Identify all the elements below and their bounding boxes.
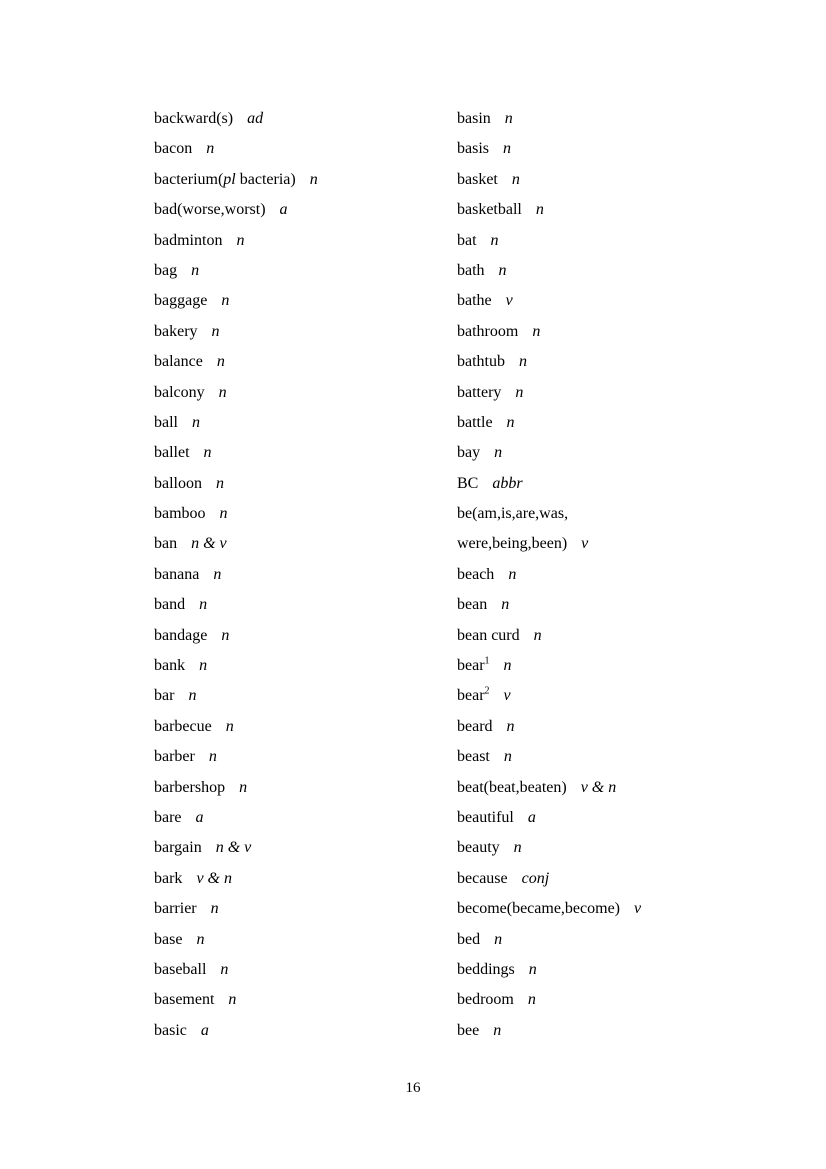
part-of-speech-label: n [490, 231, 499, 249]
word-text: were,being,been) [457, 535, 568, 553]
word-entry [457, 529, 641, 559]
word-entry [154, 256, 318, 286]
part-of-speech-label: n [493, 1021, 502, 1039]
word-entry [154, 286, 318, 316]
word-text: bacterium(pl bacteria) [154, 170, 296, 188]
word-entry [154, 317, 318, 347]
word-entry [154, 165, 318, 195]
part-of-speech-label: n [236, 231, 245, 249]
part-of-speech-label: n [203, 444, 212, 462]
part-of-speech-label: n [535, 201, 544, 219]
word-column-right [457, 104, 641, 1046]
word-text: barrier [154, 900, 197, 918]
part-of-speech-label: n [196, 930, 205, 948]
word-text: bean curd [457, 626, 520, 644]
part-of-speech-label: n [532, 322, 541, 340]
part-of-speech-label: v [634, 900, 642, 918]
word-entry [457, 681, 641, 711]
part-of-speech-label: a [200, 1021, 209, 1039]
part-of-speech-label: n [218, 383, 227, 401]
part-of-speech-label: n [504, 110, 513, 127]
word-text: balcony [154, 383, 205, 401]
word-entry [154, 803, 318, 833]
part-of-speech-label: a [527, 808, 536, 826]
homograph-superscript: 1 [484, 655, 490, 667]
word-text: because [457, 869, 508, 887]
word-entry [154, 833, 318, 863]
part-of-speech-label: n [219, 505, 228, 523]
part-of-speech-label: n [494, 930, 503, 948]
word-text: baseball [154, 960, 207, 978]
word-entry [457, 560, 641, 590]
part-of-speech-label: n [221, 626, 230, 644]
part-of-speech-label: a [195, 808, 204, 826]
word-text: beard [457, 717, 493, 735]
word-text: basement [154, 991, 215, 1009]
word-entry [457, 286, 641, 316]
homograph-superscript: 2 [484, 686, 490, 698]
word-entry [457, 955, 641, 985]
word-entry [154, 408, 318, 438]
word-text: balloon [154, 474, 202, 492]
word-text: ballet [154, 444, 190, 462]
word-text: bark [154, 869, 183, 887]
word-text: beat(beat,beaten) [457, 778, 567, 796]
word-entry [457, 195, 641, 225]
part-of-speech-label: v [503, 687, 511, 705]
part-of-speech-label: conj [521, 869, 550, 887]
word-entry [457, 104, 641, 134]
word-text: bar [154, 687, 175, 705]
part-of-speech-label: n [519, 353, 527, 371]
word-text: balance [154, 353, 203, 371]
word-entry [154, 621, 318, 651]
part-of-speech-label: n [228, 991, 237, 1009]
part-of-speech-label: n [213, 565, 222, 583]
word-entry [154, 560, 318, 590]
word-text: bargain [154, 839, 202, 857]
word-text: bag [154, 261, 178, 279]
word-entry [154, 773, 318, 803]
word-entry [154, 681, 318, 711]
part-of-speech-label: n [494, 444, 503, 462]
part-of-speech-label: a [279, 201, 288, 219]
page-number: 16 [405, 1080, 421, 1096]
part-of-speech-label: n & v [191, 535, 227, 553]
word-entry [457, 347, 641, 377]
part-of-speech-label: n [533, 626, 542, 644]
word-entry [457, 590, 641, 620]
word-text: backward(s) [154, 110, 234, 127]
part-of-speech-label: n [210, 900, 219, 918]
word-text: basket [457, 170, 498, 188]
word-entry [457, 134, 641, 164]
word-text: beauty [457, 839, 500, 857]
part-of-speech-label: n [188, 687, 197, 705]
word-text: beast [457, 748, 490, 766]
part-of-speech-label: v [581, 535, 589, 553]
word-text: be(am,is,are,was, [457, 505, 569, 523]
part-of-speech-label: v & n [580, 778, 617, 796]
word-entry [154, 378, 318, 408]
word-text: bee [457, 1021, 480, 1039]
word-entry [154, 925, 318, 955]
word-text: banana [154, 565, 200, 583]
word-entry [154, 955, 318, 985]
part-of-speech-label: n & v [215, 839, 252, 857]
word-entry [457, 925, 641, 955]
word-text: basic [154, 1021, 187, 1039]
word-text: bear$^2$ [457, 686, 490, 705]
part-of-speech-label: n [199, 657, 208, 675]
word-text: ball [154, 413, 178, 431]
word-text: bear$^1$ [457, 655, 490, 675]
word-entry [457, 773, 641, 803]
part-of-speech-label: n [216, 474, 224, 492]
word-entry [154, 195, 318, 225]
word-entry [457, 256, 641, 286]
word-entry [457, 165, 641, 195]
word-entry [457, 378, 641, 408]
word-text: bathroom [457, 322, 519, 340]
word-entry [154, 104, 318, 134]
word-column-left [154, 104, 318, 1046]
word-entry [457, 651, 641, 681]
word-entry [154, 347, 318, 377]
part-of-speech-label: n [208, 748, 217, 766]
part-of-speech-label: n [515, 383, 524, 401]
part-of-speech-label: n [506, 717, 515, 735]
word-text: basin [457, 110, 491, 127]
word-text: beautiful [457, 808, 514, 826]
word-text: bathtub [457, 353, 505, 371]
word-entry [457, 226, 641, 256]
part-of-speech-label: n [309, 170, 318, 188]
word-text: beach [457, 565, 495, 583]
word-entry [457, 894, 641, 924]
word-text: bean [457, 596, 488, 614]
word-text: barber [154, 748, 195, 766]
word-text: baggage [154, 292, 208, 310]
word-entry [457, 803, 641, 833]
word-text: bamboo [154, 505, 206, 523]
word-text: ban [154, 535, 178, 553]
word-text: become(became,become) [457, 900, 621, 918]
word-text: bathe [457, 292, 492, 310]
part-of-speech-label: v [505, 292, 513, 310]
word-entry [154, 226, 318, 256]
word-entry [457, 742, 641, 772]
word-text: bacon [154, 140, 193, 158]
word-entry [154, 742, 318, 772]
word-text: basis [457, 140, 489, 158]
word-entry [457, 864, 641, 894]
word-entry [154, 985, 318, 1015]
word-entry [457, 833, 641, 863]
part-of-speech-label: n [206, 140, 215, 158]
word-text: battle [457, 413, 493, 431]
part-of-speech-label: n [216, 353, 225, 371]
word-text: basketball [457, 201, 522, 219]
word-text: barbecue [154, 717, 212, 735]
word-text: bakery [154, 322, 198, 340]
word-text: bath [457, 261, 485, 279]
part-of-speech-label: n [220, 960, 229, 978]
part-of-speech-label: n [498, 261, 507, 279]
part-of-speech-label: n [503, 657, 512, 675]
word-entry [154, 651, 318, 681]
word-text: BC [457, 474, 479, 492]
word-entry [457, 1016, 641, 1046]
word-text: bedroom [457, 991, 514, 1009]
word-entry [457, 499, 641, 529]
part-of-speech-label: n [508, 565, 517, 583]
word-text: bat [457, 231, 477, 249]
word-entry [154, 894, 318, 924]
word-entry [457, 621, 641, 651]
part-of-speech-label: n [527, 991, 536, 1009]
word-text: badminton [154, 231, 223, 249]
part-of-speech-label: n [199, 596, 208, 614]
word-entry [154, 438, 318, 468]
part-of-speech-label: n [211, 322, 220, 340]
part-of-speech-label: n [192, 413, 200, 431]
word-entry [154, 1016, 318, 1046]
word-entry [457, 469, 641, 499]
word-entry [154, 529, 318, 559]
part-of-speech-label: v & n [196, 869, 232, 887]
word-entry [154, 590, 318, 620]
word-entry [154, 469, 318, 499]
part-of-speech-label: n [513, 839, 522, 857]
word-entry [457, 985, 641, 1015]
word-entry [154, 134, 318, 164]
part-of-speech-label: ad [247, 110, 264, 127]
word-entry [154, 864, 318, 894]
word-text: battery [457, 383, 502, 401]
word-text: bad(worse,worst) [154, 201, 266, 219]
word-entry [457, 438, 641, 468]
word-entry [457, 712, 641, 742]
part-of-speech-label: n [221, 292, 230, 310]
part-of-speech-label: n [528, 960, 537, 978]
word-text: bank [154, 657, 186, 675]
word-text: bay [457, 444, 481, 462]
part-of-speech-label: n [503, 140, 511, 158]
part-of-speech-label: n [191, 261, 200, 279]
part-of-speech-label: n [503, 748, 512, 766]
word-entry [154, 712, 318, 742]
part-of-speech-label: n [506, 413, 515, 431]
word-text: base [154, 930, 183, 948]
word-text: bed [457, 930, 481, 948]
part-of-speech-label: n [225, 717, 234, 735]
word-text: bandage [154, 626, 208, 644]
word-text: bare [154, 808, 182, 826]
word-text: barbershop [154, 778, 226, 796]
word-entry [154, 499, 318, 529]
part-of-speech-label: n [239, 778, 248, 796]
word-entry [457, 408, 641, 438]
word-text: beddings [457, 960, 515, 978]
part-of-speech-label: n [511, 170, 520, 188]
word-text: band [154, 596, 186, 614]
word-entry [457, 317, 641, 347]
part-of-speech-label: n [501, 596, 510, 614]
part-of-speech-label: abbr [492, 474, 523, 492]
